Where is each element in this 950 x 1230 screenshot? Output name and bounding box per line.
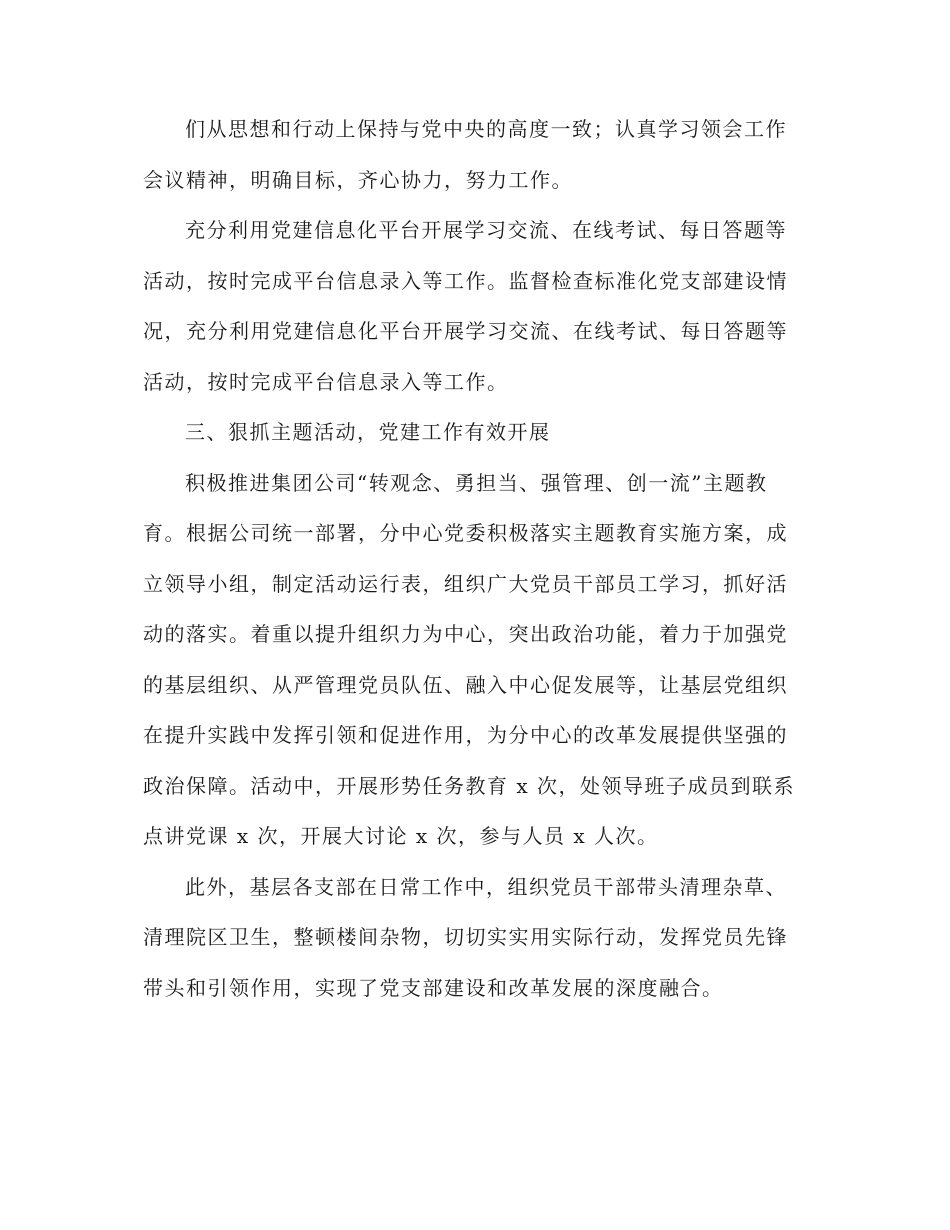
paragraph-3-line-5: 的基层组织、从严管理党员队伍、融入中心促发展等，让基层党组织 xyxy=(143,672,788,697)
paragraph-1 xyxy=(143,104,798,205)
paragraph-2-line-1: 充分利用党建信息化平台开展学习交流、在线考试、每日答题等 xyxy=(185,218,787,242)
section-heading-text: 三、狠抓主题活动，党建工作有效开展 xyxy=(185,420,551,444)
paragraph-3-line-3: 立领导小组，制定活动运行表，组织广大党员干部员工学习，抓好活 xyxy=(143,571,788,596)
document-body xyxy=(143,104,798,1013)
paragraph-4-line-1: 此外，基层各支部在日常工作中，组织党员干部带头清理杂草、 xyxy=(185,874,787,899)
paragraph-4-line-2: 清理院区卫生，整顿楼间杂物，切切实实用实际行动，发挥党员先锋 xyxy=(143,925,788,949)
paragraph-2-line-2: 活动，按时完成平台信息录入等工作。监督检查标准化党支部建设情 xyxy=(143,268,788,293)
paragraph-3-line-2: 育。根据公司统一部署，分中心党委积极落实主题教育实施方案，成 xyxy=(143,521,788,545)
paragraph-1-line-1: 们从思想和行动上保持与党中央的高度一致；认真学习领会工作 xyxy=(185,117,787,141)
paragraph-3-line-7: 政治保障。活动中，开展形势任务教育 x 次，处领导班子成员到联系 xyxy=(143,773,795,798)
paragraph-3-line-8: 点讲党课 x 次，开展大讨论 x 次，参与人员 x 人次。 xyxy=(143,824,659,848)
paragraph-4-line-3: 带头和引领作用，实现了党支部建设和改革发展的深度融合。 xyxy=(143,975,724,1000)
paragraph-4 xyxy=(143,862,798,1014)
paragraph-3-line-4: 动的落实。着重以提升组织力为中心，突出政治功能，着力于加强党 xyxy=(143,622,788,646)
section-heading xyxy=(143,407,798,458)
paragraph-2-line-3: 况，充分利用党建信息化平台开展学习交流、在线考试、每日答题等 xyxy=(143,319,788,343)
paragraph-2-line-4: 活动，按时完成平台信息录入等工作。 xyxy=(143,369,509,394)
paragraph-3 xyxy=(143,458,798,862)
paragraph-2 xyxy=(143,205,798,407)
paragraph-1-line-2: 会议精神，明确目标，齐心协力，努力工作。 xyxy=(143,167,573,192)
paragraph-3-line-1: 积极推进集团公司“转观念、勇担当、强管理、创一流”主题教 xyxy=(185,470,768,495)
paragraph-3-line-6: 在提升实践中发挥引领和促进作用，为分中心的改革发展提供坚强的 xyxy=(143,723,788,747)
